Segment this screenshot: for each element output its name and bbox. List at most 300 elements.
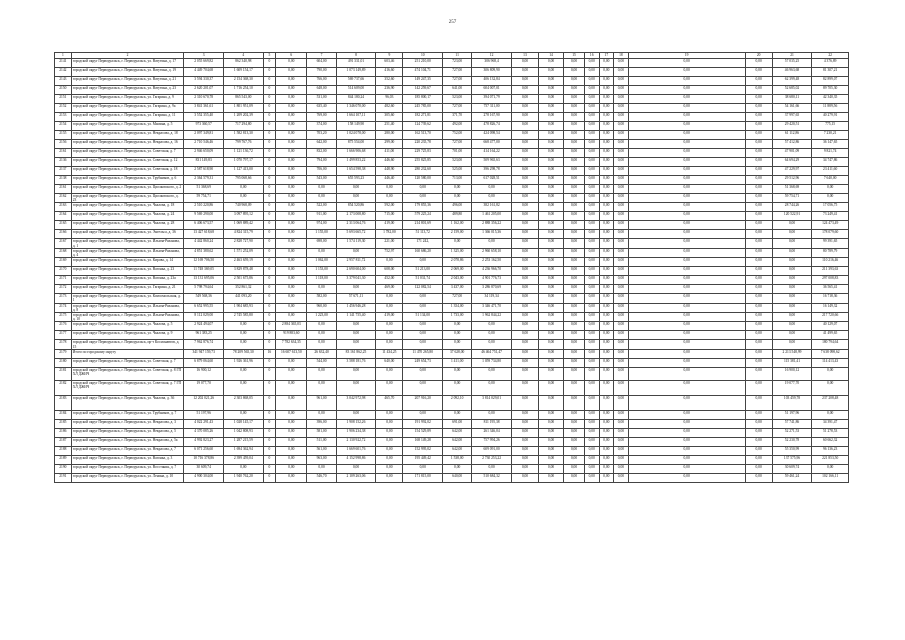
table-row (55, 276, 849, 285)
value-cell: 0,00 (336, 322, 376, 331)
value-cell: 3 346 471,70 (472, 303, 512, 312)
value-cell: 0 (263, 428, 276, 437)
value-cell: 0,00 (628, 419, 745, 428)
value-cell: 0,00 (336, 285, 376, 294)
value-cell: 0,00 (539, 131, 564, 140)
value-cell: 396 298,78 (472, 167, 512, 176)
value-cell: 424 098,54 (472, 131, 512, 140)
value-cell: 0,00 (584, 239, 599, 248)
address-cell: городской округ Первоуральск, г. Первоуральск, ул. Ильича-Рязанова, д. 8 (71, 303, 184, 312)
value-cell: 0 (263, 267, 276, 276)
value-cell: 16 (263, 349, 276, 358)
column-number: 22 (812, 53, 849, 59)
row-number: 2178 (55, 340, 72, 349)
value-cell: 0,00 (614, 303, 629, 312)
value-cell: 154 529,89 (403, 428, 443, 437)
value-cell: 0,00 (614, 446, 629, 455)
value-cell: 0,00 (376, 455, 403, 464)
value-cell: 158 149,90 (336, 122, 376, 131)
value-cell: 0,00 (772, 239, 812, 248)
value-cell: 0 (263, 294, 276, 303)
value-cell: 0,00 (614, 77, 629, 86)
value-cell: 0,00 (584, 167, 599, 176)
value-cell: 0,00 (564, 86, 585, 95)
value-cell: 4 901 776,73 (472, 276, 512, 285)
row-number: 2181 (55, 367, 72, 380)
value-cell: 0,00 (812, 194, 849, 203)
value-cell: 2 888 356,22 (472, 221, 512, 230)
address-cell: городской округ Первоуральск, г. Первоуральск, ул. Кирова, д. 14 (71, 258, 184, 267)
value-cell: 0,00 (745, 322, 772, 331)
value-cell: 29 512,96 (772, 176, 812, 185)
value-cell: 0,00 (564, 194, 585, 203)
row-number: 2172 (55, 285, 72, 294)
value-cell: 795 068,66 (224, 176, 264, 185)
value-cell: 0 (263, 194, 276, 203)
table-row (55, 59, 849, 68)
value-cell: 419,00 (376, 313, 403, 322)
value-cell: 2 173 008,80 (336, 212, 376, 221)
value-cell: 0,00 (224, 340, 264, 349)
value-cell: 249 654,73 (403, 358, 443, 367)
value-cell: 0,00 (614, 473, 629, 482)
value-cell: 0,00 (276, 122, 307, 131)
value-cell: 919 883,60 (276, 331, 307, 340)
value-cell: 1 366 015,36 (472, 230, 512, 239)
value-cell: 2 043,00 (443, 276, 472, 285)
value-cell: 2 154 368,30 (224, 77, 264, 86)
value-cell: 2 501 675,86 (224, 276, 264, 285)
value-cell: 0,00 (628, 95, 745, 104)
value-cell: 0,00 (539, 140, 564, 149)
value-cell: 642,00 (443, 428, 472, 437)
value-cell: 396,00 (307, 419, 336, 428)
value-cell: 0,00 (539, 95, 564, 104)
value-cell: 0,00 (628, 331, 745, 340)
value-cell: 0,00 (307, 367, 336, 380)
value-cell: 0,00 (307, 322, 336, 331)
value-cell: 28 744,26 (772, 203, 812, 212)
value-cell: 0,00 (564, 380, 585, 395)
table-row (55, 358, 849, 367)
value-cell: 3 841 361,61 (184, 104, 224, 113)
address-cell: городской округ Первоуральск, г. Первоуральск, пр-т Космонавтов, д. 15 (71, 340, 184, 349)
address-cell: городской округ Первоуральск, г. Первоуральск, ул. Ватутина, д. 23 (71, 86, 184, 95)
value-cell: 0,00 (614, 267, 629, 276)
value-cell: 832,00 (307, 149, 336, 158)
column-number: 3 (184, 53, 224, 59)
value-cell: 0,00 (628, 212, 745, 221)
value-cell: 1 666 906,68 (336, 149, 376, 158)
address-cell: городской округ Первоуральск, г. Первоуральск, ул. Чкалова, д. 24 (71, 212, 184, 221)
value-cell: 0,00 (539, 185, 564, 194)
value-cell: 0,00 (224, 464, 264, 473)
value-cell: 0,00 (564, 230, 585, 239)
value-cell: 0,00 (584, 104, 599, 113)
value-cell: 0,00 (224, 185, 264, 194)
table-row (55, 158, 849, 167)
value-cell: 496,00 (443, 203, 472, 212)
value-cell: 0,00 (472, 322, 512, 331)
value-cell: 0,00 (628, 176, 745, 185)
value-cell: 0,00 (614, 294, 629, 303)
value-cell: 0,00 (564, 203, 585, 212)
value-cell: 0,00 (564, 313, 585, 322)
value-cell: 0,00 (511, 258, 538, 267)
value-cell: 604,00 (307, 59, 336, 68)
value-cell: 581,00 (307, 428, 336, 437)
value-cell: 0,00 (336, 367, 376, 380)
value-cell: 0,00 (307, 285, 336, 294)
table-row (55, 113, 849, 122)
value-cell: 0,00 (772, 294, 812, 303)
value-cell: 0,00 (472, 367, 512, 380)
value-cell: 1 940 762,20 (224, 473, 264, 482)
value-cell: 0,00 (276, 194, 307, 203)
value-cell: 182 271,81 (403, 113, 443, 122)
value-cell: 0,00 (745, 331, 772, 340)
value-cell: 10 716 378,86 (184, 455, 224, 464)
row-number: 2165 (55, 221, 72, 230)
value-cell: 17 056,75 (812, 203, 849, 212)
address-cell: городской округ Первоуральск, г. Первоуральск, ул. Ватутина, д. 21 (71, 77, 184, 86)
value-cell: 1 121 136,72 (224, 149, 264, 158)
value-cell: 4 442 860,24 (184, 239, 224, 248)
value-cell: 0,00 (564, 95, 585, 104)
value-cell: 642,00 (443, 446, 472, 455)
value-cell: 0,00 (599, 446, 614, 455)
value-cell: 0,00 (599, 149, 614, 158)
value-cell: 0,00 (276, 367, 307, 380)
value-cell: 0,00 (539, 267, 564, 276)
value-cell: 0,00 (276, 59, 307, 68)
value-cell: 766,00 (307, 77, 336, 86)
value-cell: 0,00 (628, 122, 745, 131)
value-cell: 0,00 (628, 428, 745, 437)
value-cell: 0,00 (539, 380, 564, 395)
value-cell: 299,00 (376, 140, 403, 149)
value-cell: 3 829 878,48 (224, 267, 264, 276)
value-cell: 510 684,32 (472, 473, 512, 482)
value-cell: 13 427 618,68 (184, 230, 224, 239)
value-cell: 723,00 (443, 59, 472, 68)
column-number: 19 (628, 53, 745, 59)
value-cell: 0,00 (539, 194, 564, 203)
value-cell: 2 253 162,50 (472, 258, 512, 267)
value-cell: 0,00 (564, 473, 585, 482)
value-cell: 0,00 (584, 212, 599, 221)
value-cell: 0,00 (472, 185, 512, 194)
value-cell: 0,00 (628, 410, 745, 419)
value-cell: 0,00 (599, 473, 614, 482)
value-cell: 57 741,86 (772, 419, 812, 428)
value-cell: 1 155,00 (307, 230, 336, 239)
value-cell: 0,00 (511, 410, 538, 419)
value-cell: 0,00 (276, 176, 307, 185)
value-cell: 0,00 (336, 194, 376, 203)
value-cell: 0,00 (745, 68, 772, 77)
row-number: 2138 (55, 176, 72, 185)
value-cell: 0,00 (599, 248, 614, 257)
column-number: 12 (472, 53, 512, 59)
value-cell: 0,00 (812, 380, 849, 395)
value-cell: 0,00 (403, 367, 443, 380)
value-cell: 38 680,11 (772, 95, 812, 104)
row-number: 2156 (55, 140, 72, 149)
address-cell: городской округ Первоуральск, г. Первоуральск, ул. Чкалова, д. 9 (71, 331, 184, 340)
value-cell: 0,00 (614, 239, 629, 248)
value-cell: 0,00 (812, 410, 849, 419)
value-cell: 16 900,12 (772, 367, 812, 380)
value-cell: 0,00 (614, 194, 629, 203)
value-cell: 2 924 494,07 (184, 322, 224, 331)
table-row (55, 68, 849, 77)
value-cell: 0 (263, 185, 276, 194)
value-cell: 0,00 (812, 185, 849, 194)
value-cell: 0,00 (584, 322, 599, 331)
value-cell: 0,00 (628, 158, 745, 167)
value-cell: 0,00 (276, 95, 307, 104)
value-cell: 0,00 (599, 410, 614, 419)
value-cell: 0,00 (276, 230, 307, 239)
value-cell: 0,00 (376, 446, 403, 455)
value-cell: 47 901,09 (772, 149, 812, 158)
value-cell: 30 609,74 (184, 464, 224, 473)
table-row (55, 473, 849, 482)
value-cell: 0,00 (511, 248, 538, 257)
address-cell: городской округ Первоуральск, г. Первоуральск, ул. Мамина, д. 5 (71, 122, 184, 131)
value-cell: 171 242, (403, 239, 443, 248)
value-cell: 0,00 (511, 221, 538, 230)
value-cell: 0,00 (584, 95, 599, 104)
address-cell: городской округ Первоуральск, г. Первоуральск, ул. Чкалова, д. 18 (71, 203, 184, 212)
value-cell: 0,00 (628, 473, 745, 482)
value-cell: 2 303 868,05 (224, 395, 264, 410)
value-cell: 416,60 (376, 68, 403, 77)
value-cell: 0,00 (745, 276, 772, 285)
value-cell: 1 162,00 (443, 221, 472, 230)
value-cell: 0,00 (745, 428, 772, 437)
value-cell: 0,00 (276, 86, 307, 95)
value-cell: 0,00 (745, 104, 772, 113)
value-cell: 0,00 (564, 122, 585, 131)
value-cell: 0,00 (599, 230, 614, 239)
value-cell: 19 077,70 (184, 380, 224, 395)
value-cell: 80 789,79 (812, 248, 849, 257)
value-cell: 592,00 (376, 203, 403, 212)
value-cell: 41 499,65 (812, 331, 849, 340)
value-cell: 51 031,74 (403, 276, 443, 285)
value-cell: 0,00 (584, 349, 599, 358)
address-cell: городской округ Первоуральск, г. Первоуральск, ул. Гагарина, д. 21 (71, 285, 184, 294)
table-row (55, 149, 849, 158)
value-cell: 0,00 (745, 349, 772, 358)
value-cell: 0,00 (628, 239, 745, 248)
value-cell: 2 690 604,00 (336, 267, 376, 276)
value-cell: 1 716 254,10 (224, 86, 264, 95)
value-cell: 11 470 265,80 (403, 349, 443, 358)
value-cell: 0 (263, 68, 276, 77)
row-number: 2168 (55, 248, 72, 257)
value-cell: 55 350,99 (772, 446, 812, 455)
value-cell: 0,00 (472, 331, 512, 340)
value-cell: 37 628,00 (443, 349, 472, 358)
value-cell: 0,00 (539, 331, 564, 340)
value-cell: 42 340,35 (812, 95, 849, 104)
value-cell: 237 208,48 (812, 395, 849, 410)
value-cell: 0 (263, 331, 276, 340)
table-row (55, 437, 849, 446)
value-cell: 0,00 (539, 322, 564, 331)
value-cell: 0,00 (745, 113, 772, 122)
value-cell: 0,00 (584, 203, 599, 212)
table-row (55, 194, 849, 203)
value-cell: 2 957 811,72 (336, 258, 376, 267)
value-cell: 0,00 (584, 358, 599, 367)
value-cell: 0,00 (628, 380, 745, 395)
value-cell: 0,00 (584, 194, 599, 203)
value-cell: 0,00 (564, 59, 585, 68)
table-row (55, 267, 849, 276)
value-cell: 57 671,11 (336, 294, 376, 303)
value-cell: 278 167,90 (472, 113, 512, 122)
column-number: 10 (403, 53, 443, 59)
value-cell: 0,00 (511, 239, 538, 248)
value-cell: 0,00 (584, 313, 599, 322)
value-cell: 757 311,00 (472, 104, 512, 113)
value-cell: 261 346,04 (472, 428, 512, 437)
value-cell: 2 730 253,22 (472, 455, 512, 464)
value-cell: 0,00 (628, 349, 745, 358)
value-cell: 2 399 459,04 (224, 455, 264, 464)
value-cell: 0,00 (443, 367, 472, 380)
table-row (55, 367, 849, 380)
row-number: 2190 (55, 464, 72, 473)
value-cell: 0,00 (511, 419, 538, 428)
value-cell: 0,00 (539, 203, 564, 212)
table-row (55, 294, 849, 303)
value-cell: 0,00 (539, 230, 564, 239)
value-cell: 171 815,00 (403, 473, 443, 482)
value-cell: 561,00 (307, 446, 336, 455)
value-cell: 2 213 548,99 (772, 349, 812, 358)
value-cell: 698,00 (307, 239, 336, 248)
address-cell: городской округ Первоуральск, г. Первоуральск, ул. Гагарина, д. 9а (71, 104, 184, 113)
value-cell: 0,00 (584, 68, 599, 77)
value-cell: 382 161,82 (472, 203, 512, 212)
value-cell: 0,00 (511, 349, 538, 358)
value-cell: 0,00 (628, 464, 745, 473)
value-cell: 0,00 (276, 104, 307, 113)
value-cell: 0,00 (276, 258, 307, 267)
value-cell: 306 809,90 (472, 68, 512, 77)
value-cell: 0,00 (511, 331, 538, 340)
value-cell: 4 152 998,86 (336, 455, 376, 464)
address-cell: городской округ Первоуральск, г. Первоуральск, ул. Некрасова, д. 5 (71, 428, 184, 437)
value-cell: 617 028,51 (472, 176, 512, 185)
value-cell: 0,00 (564, 104, 585, 113)
value-cell: 0,00 (599, 131, 614, 140)
value-cell: 491 331,01 (336, 59, 376, 68)
value-cell: 0,00 (772, 303, 812, 312)
address-cell: городской округ Первоуральск, г. Первоуральск, ул. Советская, д. 18 (71, 167, 184, 176)
value-cell: 371,70 (443, 113, 472, 122)
row-number: 2189 (55, 455, 72, 464)
value-cell: 1 118,00 (307, 276, 336, 285)
address-cell: городской округ Первоуральск, г. Первоуральск, ул. Некрасова, д. 5а (71, 437, 184, 446)
value-cell: 0 (263, 158, 276, 167)
value-cell: 3 552 355,40 (184, 113, 224, 122)
value-cell: 0,00 (376, 194, 403, 203)
value-cell: 0 (263, 367, 276, 380)
value-cell: 0,00 (511, 340, 538, 349)
value-cell: 0,00 (772, 313, 812, 322)
value-cell: 0,00 (403, 331, 443, 340)
value-cell: 0,00 (539, 113, 564, 122)
value-cell: 0,00 (599, 464, 614, 473)
value-cell: 549 568,36 (184, 294, 224, 303)
value-cell: 3 286 870,69 (472, 285, 512, 294)
value-cell: 640,00 (376, 358, 403, 367)
value-cell: 2 097 349,81 (184, 131, 224, 140)
row-number: 2184 (55, 410, 72, 419)
value-cell: 0,00 (307, 464, 336, 473)
row-number: 2171 (55, 276, 72, 285)
value-cell: 0,00 (599, 340, 614, 349)
value-cell: 236,90 (376, 86, 403, 95)
value-cell: 7 962 876,74 (184, 340, 224, 349)
value-cell: 0,00 (539, 419, 564, 428)
row-number: 2176 (55, 322, 72, 331)
value-cell: 0,00 (539, 86, 564, 95)
value-cell: 0,00 (599, 437, 614, 446)
address-cell: городской округ Первоуральск, г. Первоуральск, ул. Ленина, д. 10 (71, 473, 184, 482)
value-cell: 0 (263, 149, 276, 158)
value-cell: 0,00 (614, 95, 629, 104)
table-row (55, 95, 849, 104)
value-cell: 47 229,97 (772, 167, 812, 176)
value-cell: 794,00 (307, 158, 336, 167)
value-cell: 0,00 (539, 410, 564, 419)
value-cell: 180 794,64 (812, 340, 849, 349)
value-cell: 478 826,74 (472, 122, 512, 131)
value-cell: 0,00 (276, 473, 307, 482)
value-cell: 1 906 234,38 (336, 428, 376, 437)
value-cell: 0,00 (511, 194, 538, 203)
value-cell: 0,00 (472, 194, 512, 203)
value-cell: 701,00 (443, 149, 472, 158)
value-cell: 220 235,78 (403, 140, 443, 149)
value-cell: 19 077,70 (772, 380, 812, 395)
value-cell: 1 456 946,28 (336, 303, 376, 312)
value-cell: 51 368,69 (772, 185, 812, 194)
value-cell: 0,00 (628, 258, 745, 267)
value-cell: 0,00 (745, 221, 772, 230)
value-cell: 706,00 (307, 167, 336, 176)
value-cell: 2 078,86 (443, 258, 472, 267)
value-cell: 0,00 (539, 313, 564, 322)
value-cell: 0,00 (403, 340, 443, 349)
value-cell: 0,00 (539, 158, 564, 167)
value-cell: 0,00 (511, 149, 538, 158)
value-cell: 0 (263, 455, 276, 464)
value-cell: 0,00 (584, 158, 599, 167)
value-cell: 0,00 (745, 455, 772, 464)
value-cell: 1 127 413,00 (224, 167, 264, 176)
value-cell: 0,00 (745, 395, 772, 410)
value-cell: 0,00 (224, 331, 264, 340)
value-cell: 0,00 (564, 428, 585, 437)
